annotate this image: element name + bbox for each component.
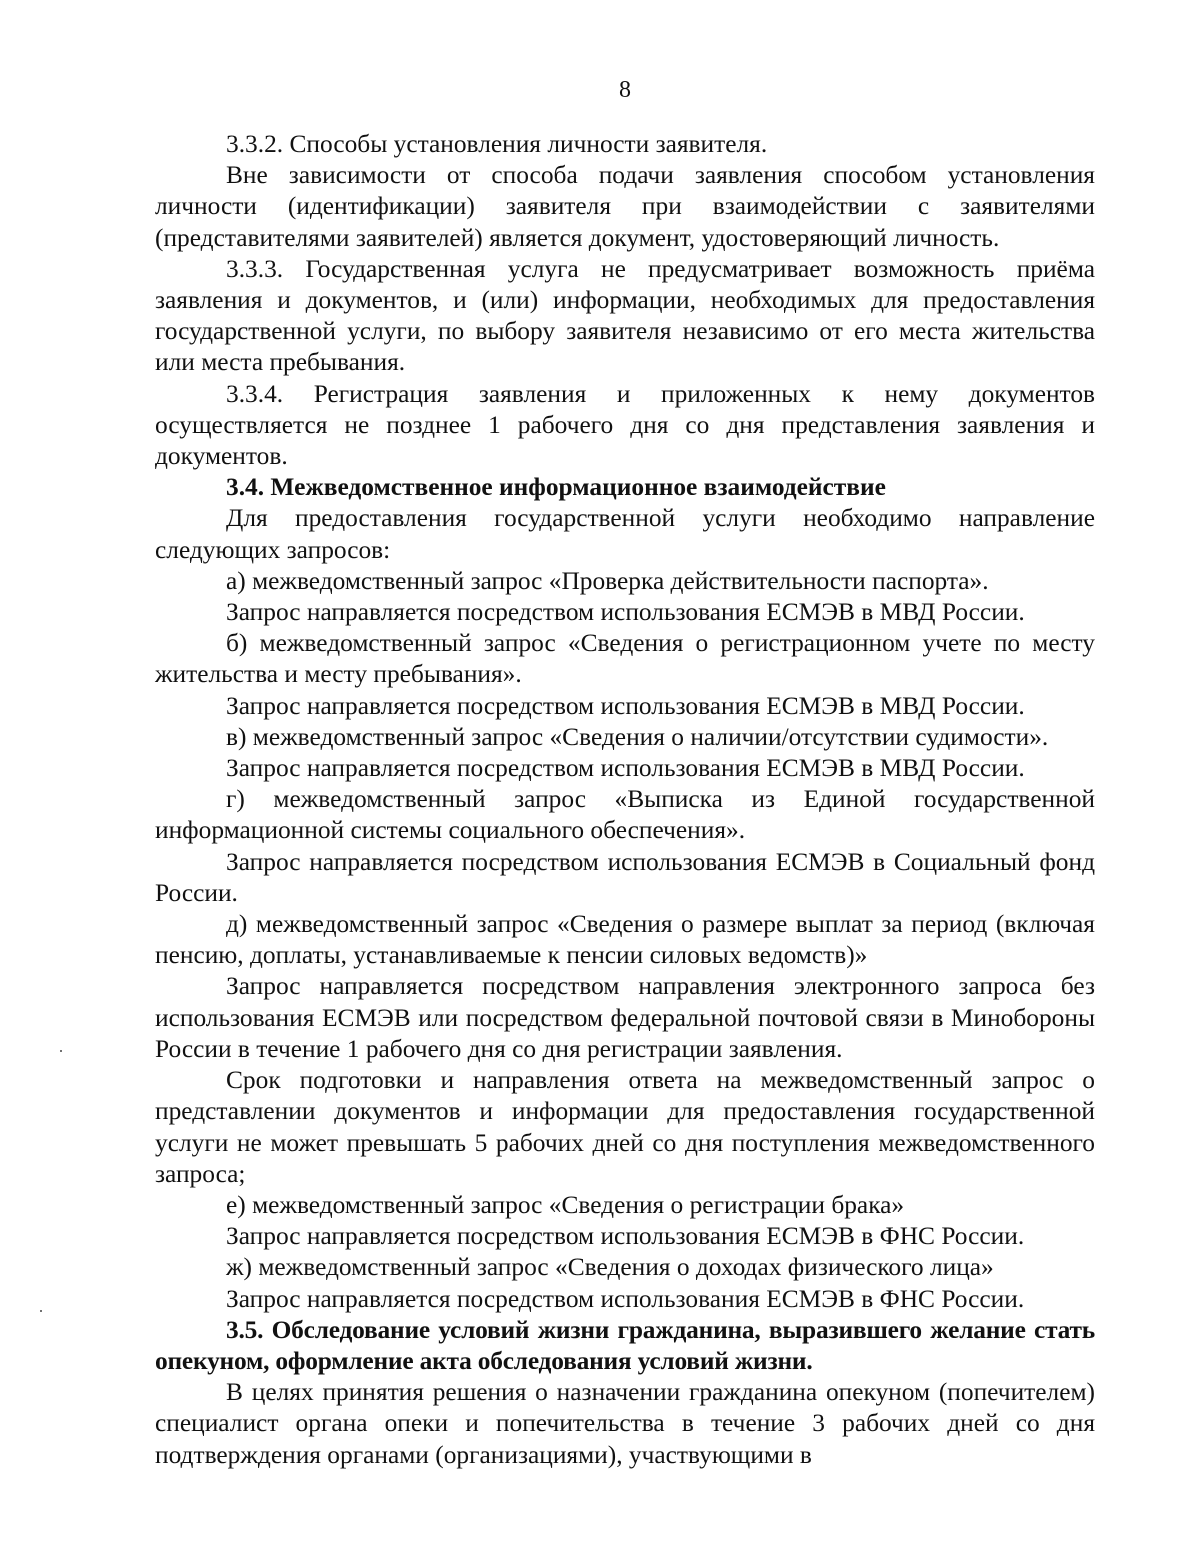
paragraph-request-route-v: Запрос направляется посредством использования ЕСМЭВ в МВД России.: [226, 754, 1025, 783]
list-item-d: д) межведомственный запрос «Сведения о размере выплат за период (включая пенсию, доплаты, устанавливаемые к пенсии силовых ведомств)»: [155, 910, 1095, 970]
scan-speck: [40, 1310, 42, 1312]
section-heading-3-4: 3.4. Межведомственное информационное взаимодействие: [226, 473, 886, 502]
section-heading-3-5: 3.5. Обследование условий жизни гражданина, выразившего желание стать опекуном, оформление акта обследования условий жизни.: [155, 1315, 1095, 1375]
paragraph-request-route-a: Запрос направляется посредством использования ЕСМЭВ в МВД России.: [226, 598, 1025, 627]
document-body: [155, 129, 1095, 1471]
paragraph-request-route-b: Запрос направляется посредством использования ЕСМЭВ в МВД России.: [226, 691, 1025, 720]
list-item-e: е) межведомственный запрос «Сведения о регистрации брака»: [226, 1190, 905, 1219]
scan-speck: [60, 1050, 62, 1052]
paragraph-identification: Вне зависимости от способа подачи заявления способом установления личности (идентификации) заявителя при взаимодействии с заявителями (представителями заявителей) является документ, удостоверяющий личность.: [155, 161, 1095, 252]
list-item-g: г) межведомственный запрос «Выписка из Единой государственной информационной системы социального обеспечения».: [155, 785, 1095, 845]
paragraph-3-3-2-title: 3.3.2. Способы установления личности заявителя.: [226, 130, 768, 158]
paragraph-guardian-decision: В целях принятия решения о назначении гражданина опекуном (попечителем) специалист органа опеки и попечительства в течение 3 рабочих дней со дня подтверждения органами (организациями), участвующими в: [155, 1378, 1095, 1469]
list-item-zh: ж) межведомственный запрос «Сведения о доходах физического лица»: [226, 1253, 994, 1282]
paragraph-3-3-3: 3.3.3. Государственная услуга не предусматривает возможность приёма заявления и документов, и (или) информации, необходимых для предоставления государственной услуги, по выбору заявителя независимо от его места жительства или места пребывания.: [155, 254, 1095, 377]
list-item-b: б) межведомственный запрос «Сведения о регистрационном учете по месту жительства и месту пребывания».: [155, 629, 1095, 689]
paragraph-3-3-4: 3.3.4. Регистрация заявления и приложенных к нему документов осуществляется не позднее 1 рабочего дня со дня представления заявления и документов.: [155, 379, 1095, 471]
list-item-v: в) межведомственный запрос «Сведения о наличии/отсутствии судимости».: [226, 722, 1049, 751]
page-number: 8: [619, 77, 631, 103]
paragraph-requests-intro: Для предоставления государственной услуги необходимо направление следующих запросов:: [155, 504, 1095, 564]
paragraph-request-route-zh: Запрос направляется посредством использования ЕСМЭВ в ФНС России.: [226, 1284, 1025, 1313]
paragraph-request-route-e: Запрос направляется посредством использования ЕСМЭВ в ФНС России.: [226, 1222, 1025, 1251]
paragraph-request-route-g: Запрос направляется посредством использования ЕСМЭВ в Социальный фонд России.: [155, 847, 1095, 907]
paragraph-response-deadline: Срок подготовки и направления ответа на межведомственный запрос о представлении документов и информации для предоставления государственной услуги не может превышать 5 рабочих дней со дня поступления межведомственного запроса;: [155, 1066, 1095, 1188]
paragraph-request-route-d: Запрос направляется посредством направления электронного запроса без использования ЕСМЭВ или посредством федеральной почтовой связи в Минобороны России в течение 1 рабочего дня со дня регистрации заявления.: [155, 972, 1095, 1063]
list-item-a: а) межведомственный запрос «Проверка действительности паспорта».: [226, 566, 989, 595]
